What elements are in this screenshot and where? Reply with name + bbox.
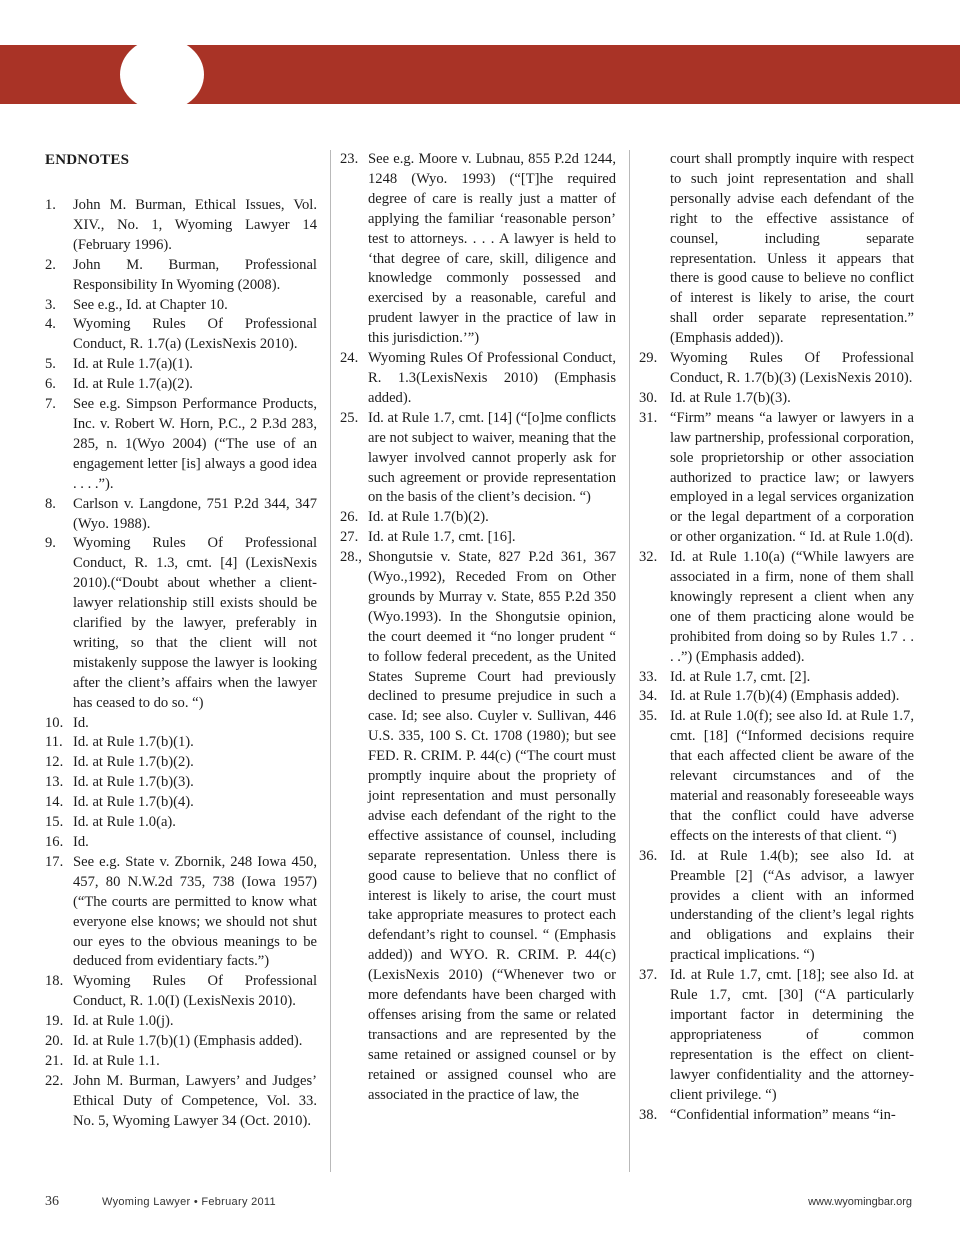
endnote-text: Shongutsie v. State, 827 P.2d 361, 367 (Wyo.,1992), Receded From on Other grounds by Murray v. State, 855 P.2d 350 (Wyo.1993). In the Shongutsie opinion, the court deemed it “no longer prudent “ to follow federal precedent, as the United States Supreme Court had previously declined to presume prejudice in such a case. Id; see also. Cuyler v. Sullivan, 446 U.S. 335, 100 S. Ct. 1708 (1980); but see FED. R. CRIM. P. 44(c) (“The court must promptly inquire about the propriety of joint representation and must personally advise each defendant of the right to the effective assistance of counsel, including separate representation. Unless there is good cause to believe that no conflict of interest is likely to arise, the court must take appropriate measures to protect each defendant’s right to counsel. “ (Emphasis added)) and WYO. R. CRIM. P. 44(c) (LexisNexis 2010) (“Whenever two or more defendants have been charged with offenses arising from the same or related transactions and are represented by the same retained or assigned counsel or by retained or assigned counsel who are associated in the practice of law, the xyxy=(368,549,616,1103)
endnote-text: Id. at Rule 1.0(j). xyxy=(73,1013,174,1030)
endnote-number: 23. xyxy=(340,151,359,167)
endnote-number: 6. xyxy=(45,376,56,393)
endnote-number: 9. xyxy=(45,535,56,552)
endnote-number: 20. xyxy=(45,1033,64,1050)
endnote-item xyxy=(340,548,616,1105)
endnote-item xyxy=(45,375,317,395)
endnote-number: 26. xyxy=(340,509,359,526)
endnote-number: 10. xyxy=(45,714,64,731)
header-band-notch xyxy=(120,38,204,111)
endnotes-column-1 xyxy=(45,150,317,1132)
endnote-text: See e.g., Id. at Chapter 10. xyxy=(73,296,228,313)
endnote-number: 5. xyxy=(45,356,56,373)
website-url: www.wyomingbar.org xyxy=(808,1196,912,1208)
endnote-number: 7. xyxy=(45,396,56,413)
endnote-number: 30. xyxy=(639,389,658,406)
endnote-item xyxy=(639,707,914,846)
endnote-item xyxy=(639,966,914,1105)
endnote-number: 1. xyxy=(45,197,56,213)
endnote-item xyxy=(45,1052,317,1072)
endnote-text: Id. at Rule 1.1. xyxy=(73,1052,160,1069)
column-divider xyxy=(629,150,630,1172)
endnote-item xyxy=(45,355,317,375)
endnote-text: Id. at Rule 1.7, cmt. [18]; see also Id. at Rule 1.7, cmt. [30] (“A particularly important factor in determining the appropriateness of common representation is the effect on client-lawyer confidentiality and the attorney-client privilege. “) xyxy=(670,967,914,1103)
endnote-number: 21. xyxy=(45,1052,64,1069)
endnote-number: 19. xyxy=(45,1013,64,1030)
endnote-text: Id. at Rule 1.7, cmt. [16]. xyxy=(368,529,516,546)
endnote-item xyxy=(45,196,317,256)
endnote-number xyxy=(639,150,670,349)
endnote-number: 16. xyxy=(45,834,64,850)
endnote-text: Id. at Rule 1.10(a) (“While lawyers are associated in a firm, none of them shall knowingly represent a client when any one of them practicing alone would be prohibited from doing so by Rules 1.7 . . . .”) (Emphasis added). xyxy=(670,549,914,665)
page-number: 36 xyxy=(45,1194,59,1209)
endnote-text: Id. at Rule 1.7(b)(1). xyxy=(73,734,194,751)
endnote-number: 2. xyxy=(45,256,56,273)
endnote-item xyxy=(45,1012,317,1032)
endnote-text: Wyoming Rules Of Professional Conduct, R. 1.7(a) (LexisNexis 2010). xyxy=(73,316,317,353)
endnote-item xyxy=(45,714,317,734)
magazine-issue: Wyoming Lawyer • February 2011 xyxy=(102,1196,276,1208)
endnote-number: 24. xyxy=(340,350,359,367)
endnote-item xyxy=(45,833,317,853)
endnote-item xyxy=(340,349,616,409)
endnote-item xyxy=(639,847,914,966)
endnote-number: 33. xyxy=(639,668,658,685)
endnote-number: 11. xyxy=(45,734,63,751)
endnote-text: Id. xyxy=(73,834,89,850)
endnote-text: Id. at Rule 1.7(b)(3). xyxy=(670,389,791,406)
endnote-text: Wyoming Rules Of Professional Conduct, R. 1.3, cmt. [4] (LexisNexis 2010).(“Doubt about whether a client-lawyer relationship still exists should be clarified by the lawyer, preferably in writing, so that the client will not mistakenly suppose the lawyer is looking after the client’s affairs when the lawyer has ceased to do so. “) xyxy=(73,535,317,711)
endnotes-column-2 xyxy=(340,150,616,1106)
endnote-number: 38. xyxy=(639,1106,658,1123)
endnote-item xyxy=(45,1072,317,1132)
endnote-number: 27. xyxy=(340,529,359,546)
endnote-text: Id. at Rule 1.7(b)(2). xyxy=(73,754,194,771)
endnote-text: Id. at Rule 1.7(b)(4). xyxy=(73,794,194,811)
endnote-number: 3. xyxy=(45,296,56,313)
endnote-item xyxy=(45,395,317,495)
endnotes-heading: ENDNOTES xyxy=(45,152,130,168)
endnote-text: Id. at Rule 1.7(b)(2). xyxy=(368,509,489,526)
endnote-item xyxy=(45,813,317,833)
endnotes-column-3 xyxy=(639,150,914,1125)
endnote-text: court shall promptly inquire with respect to such joint representation and shall personally advise each defendant of the right to the effective assistance of counsel, including separate representation. Unless it appears that there is good cause to believe no conflict of interest is likely to arise, the court shall order separate representation.” (Emphasis added)). xyxy=(670,151,914,347)
endnote-text: Id. at Rule 1.7, cmt. [2]. xyxy=(670,668,811,685)
endnote-text: Wyoming Rules Of Professional Conduct, R. 1.7(b)(3) (LexisNexis 2010). xyxy=(670,350,914,386)
column-divider xyxy=(330,150,331,1172)
endnote-text: “Confidential information” means “in- xyxy=(670,1106,896,1123)
endnote-item xyxy=(45,534,317,713)
endnote-item xyxy=(639,409,914,548)
endnote-item xyxy=(45,853,317,972)
endnote-text: See e.g. State v. Zbornik, 248 Iowa 450, 457, 80 N.W.2d 735, 738 (Iowa 1957) (“The courts are permitted to know what everyone else knows; we should not shut our eyes to the obvious meanings to be deduced from evidentiary facts.”) xyxy=(73,853,317,970)
endnote-item xyxy=(45,315,317,355)
endnote-text: Wyoming Rules Of Professional Conduct, R. 1.0(I) (LexisNexis 2010). xyxy=(73,973,317,1010)
endnote-text: Id. at Rule 1.7(b)(1) (Emphasis added). xyxy=(73,1033,303,1050)
endnote-number: 28., xyxy=(340,549,362,566)
endnote-item xyxy=(45,296,317,316)
endnote-item xyxy=(45,495,317,535)
endnote-number: 32. xyxy=(639,549,658,566)
endnote-number: 37. xyxy=(639,967,658,984)
endnote-text: Carlson v. Langdone, 751 P.2d 344, 347 (Wyo. 1988). xyxy=(73,495,317,532)
endnote-item xyxy=(45,1032,317,1052)
endnote-number: 4. xyxy=(45,316,56,333)
endnote-item xyxy=(639,668,914,688)
endnote-text: Id. at Rule 1.7(a)(2). xyxy=(73,376,193,393)
endnote-item xyxy=(45,753,317,773)
endnote-item xyxy=(639,1106,914,1126)
endnote-number: 8. xyxy=(45,495,56,512)
endnote-text: Id. at Rule 1.0(a). xyxy=(73,814,176,831)
endnote-item xyxy=(45,733,317,753)
endnote-number: 14. xyxy=(45,794,64,811)
endnote-number: 22. xyxy=(45,1072,64,1089)
endnote-text: Id. at Rule 1.0(f); see also Id. at Rule 1.7, cmt. [18] (“Informed decisions require that each affected client be aware of the relevant circumstances and of the material and reasonably foreseeable ways that the conflict could have adverse effects on the interests of that client. “) xyxy=(670,708,914,844)
endnote-item xyxy=(340,528,616,548)
endnote-text: John M. Burman, Professional Responsibility In Wyoming (2008). xyxy=(73,256,317,293)
endnote-text: “Firm” means “a lawyer or lawyers in a law partnership, professional corporation, sole proprietorship or other association authorized to practice law; or lawyers employed in a legal services organization or the legal department of a corporation or other organization. “ Id. at Rule 1.0(d). xyxy=(670,409,914,546)
endnote-text: John M. Burman, Ethical Issues, Vol. XIV., No. 1, Wyoming Lawyer 14 (February 1996). xyxy=(73,197,317,253)
endnote-number: 12. xyxy=(45,754,64,771)
endnote-number: 25. xyxy=(340,409,359,426)
endnote-item xyxy=(639,150,914,349)
endnote-item xyxy=(45,773,317,793)
endnote-number: 36. xyxy=(639,847,658,864)
endnote-item xyxy=(639,548,914,667)
endnote-item xyxy=(340,150,616,349)
endnote-number: 35. xyxy=(639,708,658,725)
endnote-text: See e.g. Moore v. Lubnau, 855 P.2d 1244, 1248 (Wyo. 1993) (“[T]he required degree of care is really just a matter of applying the familiar ‘reasonable person’ test to attorneys. . . . A lawyer is held to ‘that degree of care, skill, diligence and knowledge commonly possessed and exercised by a reasonable, careful and prudent lawyer in the practice of law in this jurisdiction.’”) xyxy=(368,151,616,347)
endnote-number: 17. xyxy=(45,853,64,870)
endnote-text: Id. at Rule 1.7(b)(3). xyxy=(73,774,194,791)
endnote-item xyxy=(45,256,317,296)
endnote-number: 13. xyxy=(45,774,64,791)
endnote-text: John M. Burman, Lawyers’ and Judges’ Ethical Duty of Competence, Vol. 33. No. 5, Wyoming Lawyer 34 (Oct. 2010). xyxy=(73,1072,317,1129)
endnote-item xyxy=(639,349,914,389)
endnote-number: 18. xyxy=(45,973,64,990)
endnote-number: 31. xyxy=(639,409,658,426)
endnote-text: Id. at Rule 1.7(b)(4) (Emphasis added). xyxy=(670,688,900,705)
endnote-item xyxy=(340,508,616,528)
endnote-text: Wyoming Rules Of Professional Conduct, R. 1.3(LexisNexis 2010) (Emphasis added). xyxy=(368,350,616,406)
endnote-text: Id. at Rule 1.4(b); see also Id. at Preamble [2] (“As advisor, a lawyer provides a client with an informed understanding of the client’s legal rights and obligations and explains their practical implications. “) xyxy=(670,847,914,964)
endnote-item xyxy=(340,409,616,509)
endnote-item xyxy=(639,687,914,707)
endnote-text: Id. at Rule 1.7, cmt. [14] (“[o]me conflicts are not subject to waiver, meaning that the lawyer involved cannot properly ask for such agreement or provide representation on the basis of the client’s decision. “) xyxy=(368,409,616,506)
endnote-text: See e.g. Simpson Performance Products, Inc. v. Robert W. Horn, P.C., 2 P.3d 283, 285, n. 1(Wyo 2004) (“The use of an engagement letter [is] always a good idea . . . .”). xyxy=(73,396,317,492)
endnote-item xyxy=(639,389,914,409)
endnote-number: 29. xyxy=(639,350,658,367)
endnote-item xyxy=(45,972,317,1012)
endnote-text: Id. at Rule 1.7(a)(1). xyxy=(73,356,193,373)
endnote-number: 15. xyxy=(45,814,64,831)
endnote-text: Id. xyxy=(73,714,89,731)
endnote-number: 34. xyxy=(639,688,658,705)
endnote-item xyxy=(45,793,317,813)
